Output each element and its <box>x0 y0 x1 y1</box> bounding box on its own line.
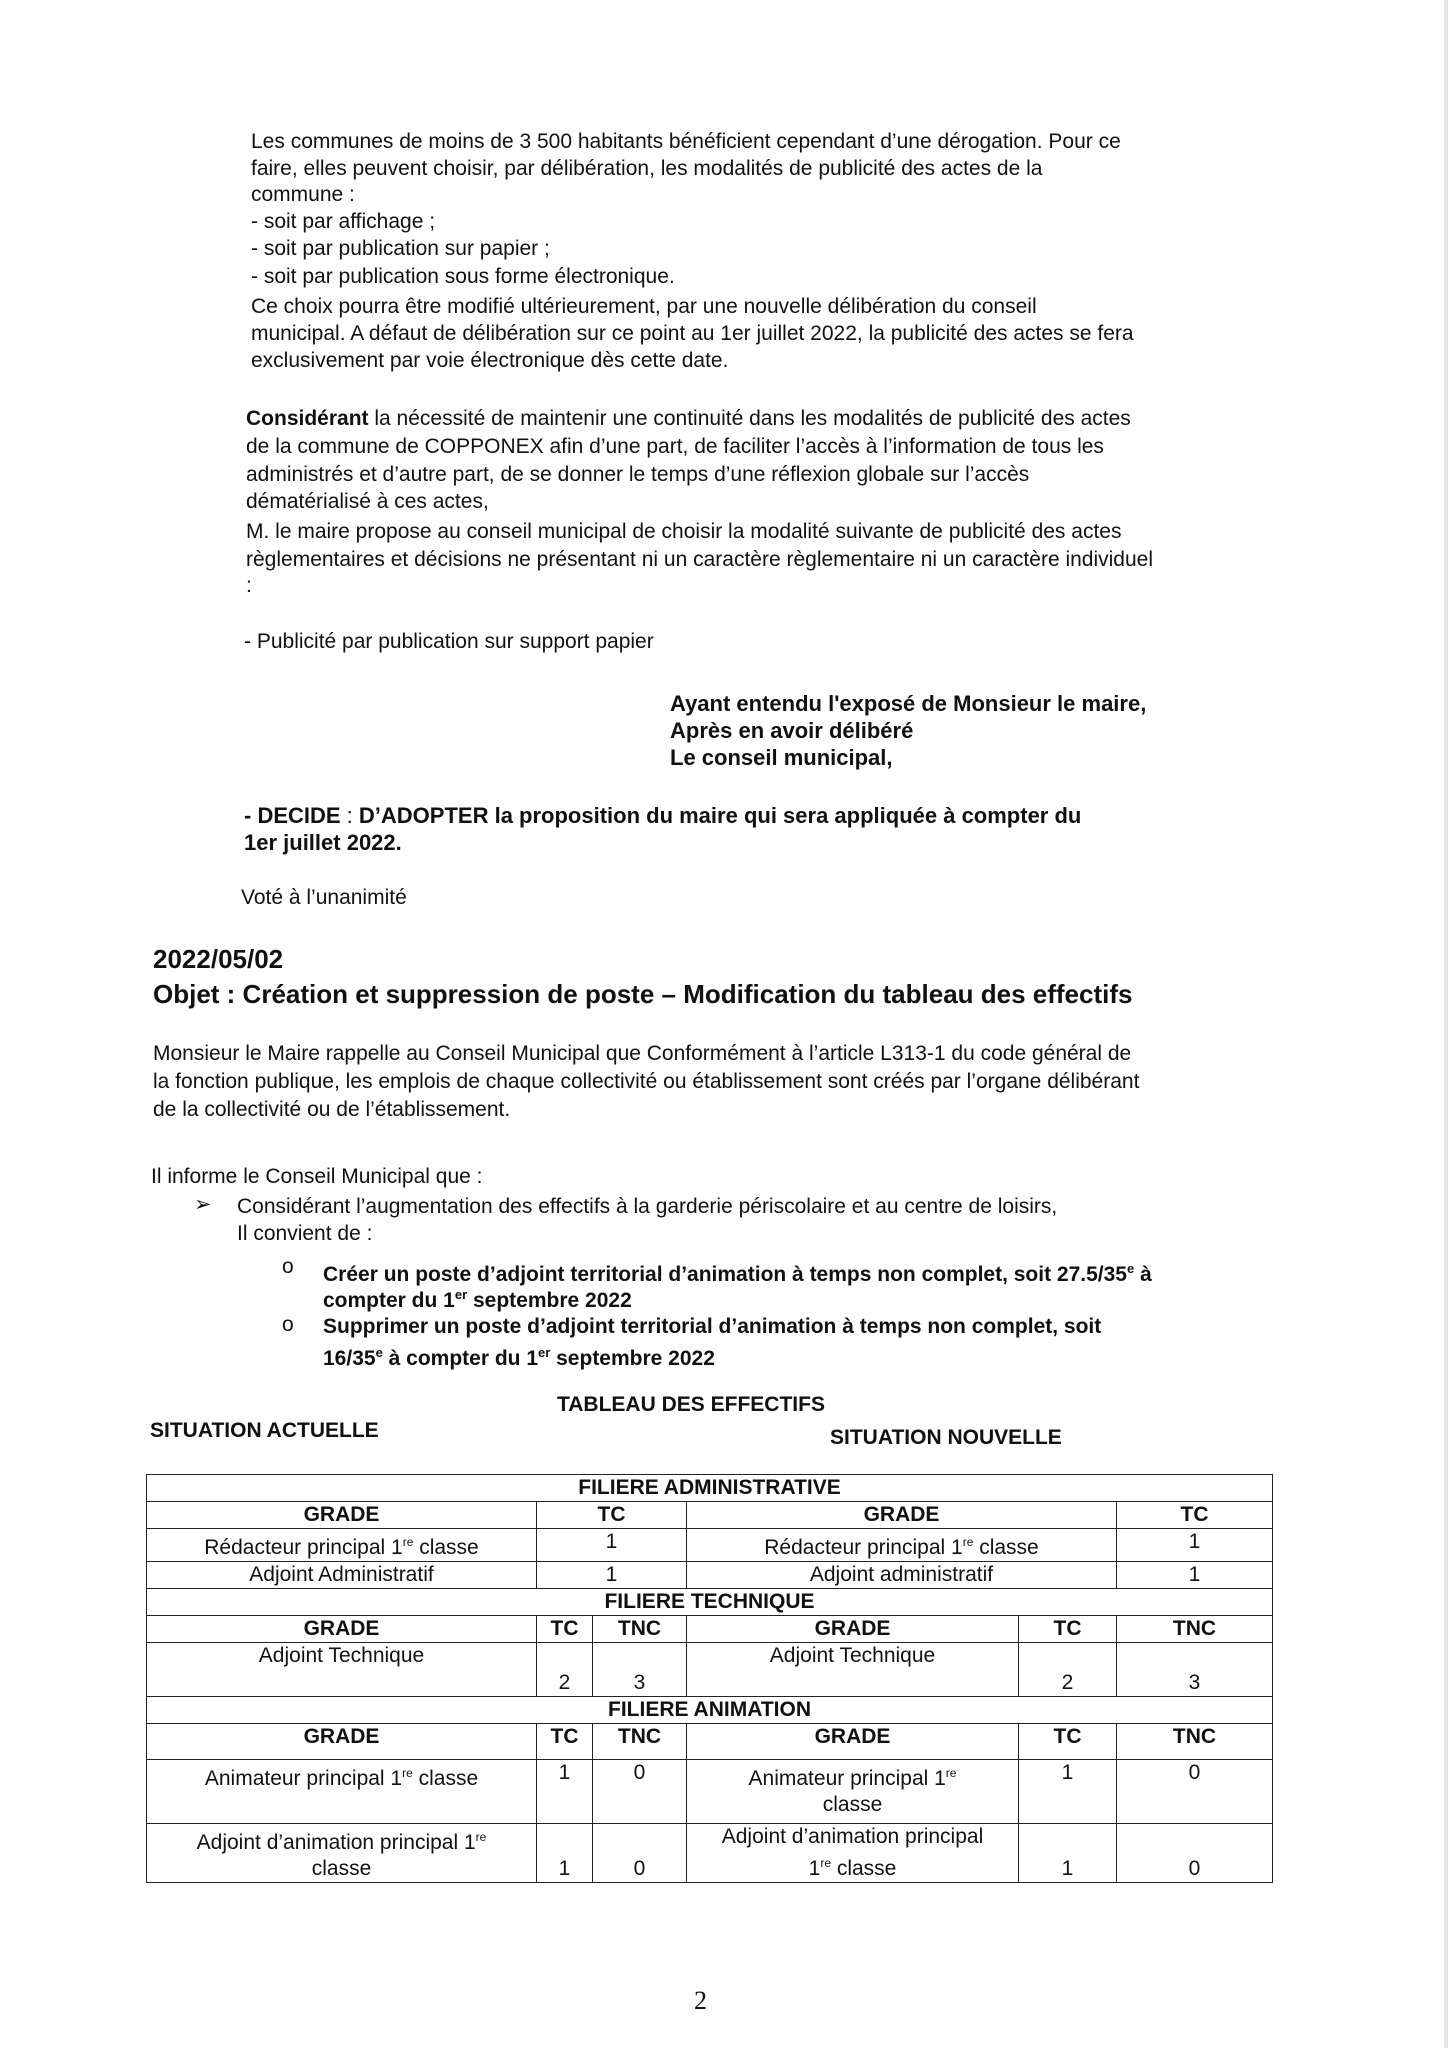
grade-text: Adjoint d’animation principal <box>721 1825 984 1848</box>
grade-header: GRADE <box>687 1502 1117 1529</box>
grade-cell <box>147 1760 537 1824</box>
grade-cell <box>687 1529 1117 1562</box>
table-row <box>147 1616 1273 1643</box>
value-cell: 1 <box>1019 1824 1117 1883</box>
item2-line-1: Supprimer un poste d’adjoint territorial d’animation à temps non complet, soit <box>323 1315 1102 1338</box>
grade-sup: re <box>945 1766 957 1780</box>
grade-cell: Adjoint Technique <box>147 1643 537 1697</box>
value-cell: 0 <box>1117 1760 1273 1824</box>
considerant-line-5: M. le maire propose au conseil municipal de choisir la modalité suivante de publicité des actes <box>246 520 1122 543</box>
intro-line-3: commune : <box>251 183 355 206</box>
intro-line-9: exclusivement par voie électronique dès cette date. <box>251 349 729 372</box>
grade-cell: Adjoint administratif <box>687 1562 1117 1589</box>
circle-bullet-icon: o <box>282 1255 294 1278</box>
deliberation-number: 2022/05/02 <box>153 944 284 974</box>
tnc-header: TNC <box>593 1616 687 1643</box>
grade-cell <box>687 1760 1019 1824</box>
table-row <box>147 1502 1273 1529</box>
table-row <box>147 1475 1273 1502</box>
decide-line-1 <box>244 802 1081 829</box>
item1-text-b: à <box>1134 1263 1152 1286</box>
item1-line-2 <box>323 1281 632 1314</box>
grade-cell <box>147 1824 537 1883</box>
value-cell: 0 <box>1117 1824 1273 1883</box>
situation-actuelle: SITUATION ACTUELLE <box>150 1419 379 1442</box>
value-cell: 2 <box>537 1643 593 1697</box>
grade-text-b: classe <box>413 1536 479 1559</box>
tc-header: TC <box>537 1502 687 1529</box>
considerant-line-3: administrés et d’autre part, de se donner le temps d’une réflexion globale sur l’accès <box>246 463 1030 486</box>
effectifs-table <box>146 1474 1273 1883</box>
item2-sup-1: e <box>375 1345 383 1360</box>
value-cell: 3 <box>593 1643 687 1697</box>
tc-header: TC <box>537 1724 593 1760</box>
considerant-line-2: de la commune de COPPONEX afin d’une part, de faciliter l’accès à l’information de tous les <box>246 435 1104 458</box>
tnc-header: TNC <box>1117 1616 1273 1643</box>
objet-title: Objet : Création et suppression de poste – Modification du tableau des effectifs <box>153 979 1133 1009</box>
value-cell: 1 <box>537 1529 687 1562</box>
decide-colon: : <box>340 803 359 828</box>
considerant-lead: Considérant <box>246 407 369 430</box>
grade-text: Animateur principal 1 <box>748 1767 946 1790</box>
grade-cell: Adjoint Technique <box>687 1643 1019 1697</box>
grade-header: GRADE <box>147 1616 537 1643</box>
value-cell: 1 <box>1019 1760 1117 1824</box>
rappel-line-1: Monsieur le Maire rappelle au Conseil Municipal que Conformément à l’article L313-1 du code général de <box>153 1042 1132 1065</box>
ayant-line-2: Après en avoir délibéré <box>670 718 914 743</box>
tableau-title: TABLEAU DES EFFECTIFS <box>557 1393 825 1416</box>
grade-header: GRADE <box>687 1724 1019 1760</box>
item1-sup-1: e <box>1127 1261 1135 1276</box>
grade-text-b: classe <box>311 1857 372 1880</box>
value-cell: 1 <box>537 1562 687 1589</box>
considerant-first-rest: la nécessité de maintenir une continuité dans les modalités de publicité des actes <box>368 407 1131 430</box>
grade-text-b: classe <box>973 1536 1039 1559</box>
item2-sup-2: er <box>538 1345 551 1360</box>
considerant-line-4: dématérialisé à ces actes, <box>246 490 489 513</box>
value-cell: 0 <box>593 1824 687 1883</box>
value-cell: 1 <box>1117 1529 1273 1562</box>
grade-cell: Adjoint Administratif <box>147 1562 537 1589</box>
grade-cell <box>687 1824 1019 1883</box>
grade-header: GRADE <box>147 1724 537 1760</box>
circle-bullet-icon-2: o <box>282 1313 294 1336</box>
table-row <box>147 1589 1273 1616</box>
value-cell: 1 <box>537 1760 593 1824</box>
value-cell: 0 <box>593 1760 687 1824</box>
table-row <box>147 1824 1273 1883</box>
item2-line2-a: 16/35 <box>323 1347 376 1370</box>
publicite-line: - Publicité par publication sur support papier <box>244 630 654 653</box>
tnc-header: TNC <box>593 1724 687 1760</box>
tc-header: TC <box>1019 1616 1117 1643</box>
item2-line-2 <box>323 1339 715 1372</box>
filiere-anim-header: FILIERE ANIMATION <box>147 1697 1273 1724</box>
grade-text-b1: 1 <box>808 1857 821 1880</box>
grade-sup: re <box>402 1535 414 1549</box>
tnc-header: TNC <box>1117 1724 1273 1760</box>
considerant-line-1 <box>246 405 1131 432</box>
rappel-line-2: la fonction publique, les emplois de chaque collectivité ou établissement sont créés par l’organe délibérant <box>153 1070 1140 1093</box>
tc-header: TC <box>1019 1724 1117 1760</box>
table-row <box>147 1697 1273 1724</box>
table-row <box>147 1529 1273 1562</box>
arrow-bullet-icon: ➢ <box>194 1193 212 1216</box>
value-cell: 1 <box>537 1824 593 1883</box>
table-row <box>147 1562 1273 1589</box>
grade-text-b2: classe <box>831 1857 897 1880</box>
grade-sup: re <box>402 1766 413 1780</box>
tc-header: TC <box>1117 1502 1273 1529</box>
vote-line: Voté à l’unanimité <box>241 886 407 909</box>
grade-text: Adjoint d’animation principal 1 <box>196 1831 476 1854</box>
table-row <box>147 1760 1273 1824</box>
decide-label: - DECIDE <box>244 803 341 828</box>
arrow-text: Considérant l’augmentation des effectifs à la garderie périscolaire et au centre de loisirs, <box>237 1195 1058 1218</box>
intro-line-7: Ce choix pourra être modifié ultérieurement, par une nouvelle délibération du conseil <box>251 295 1037 318</box>
scan-edge-divider <box>1444 0 1448 2048</box>
value-cell: 1 <box>1117 1562 1273 1589</box>
decide-line-2: 1er juillet 2022. <box>244 830 402 855</box>
item1-text-a: Créer un poste d’adjoint territorial d’animation à temps non complet, soit 27.5/35 <box>323 1263 1127 1286</box>
convient-line: Il convient de : <box>237 1222 373 1245</box>
value-cell: 2 <box>1019 1643 1117 1697</box>
grade-header: GRADE <box>147 1502 537 1529</box>
grade-cell <box>147 1529 537 1562</box>
item1-line2-a: compter du 1 <box>323 1289 455 1312</box>
grade-text: Rédacteur principal 1 <box>204 1536 403 1559</box>
tc-header: TC <box>537 1616 593 1643</box>
grade-sup: re <box>962 1535 974 1549</box>
item1-sup-2: er <box>454 1287 468 1302</box>
considerant-line-6: règlementaires et décisions ne présentant ni un caractère règlementaire ni un caractère individuel <box>246 548 1154 571</box>
intro-line-6: - soit par publication sous forme électronique. <box>251 265 675 288</box>
intro-line-8: municipal. A défaut de délibération sur ce point au 1er juillet 2022, la publicité des actes se fera <box>251 322 1134 345</box>
considerant-line-7: : <box>246 574 252 597</box>
value-cell: 3 <box>1117 1643 1273 1697</box>
filiere-admin-header: FILIERE ADMINISTRATIVE <box>147 1475 1273 1502</box>
situation-nouvelle: SITUATION NOUVELLE <box>830 1426 1062 1449</box>
decide-text: D’ADOPTER la proposition du maire qui sera appliquée à compter du <box>358 803 1082 828</box>
grade-sup: re <box>475 1830 487 1844</box>
filiere-tech-header: FILIERE TECHNIQUE <box>147 1589 1273 1616</box>
intro-line-1: Les communes de moins de 3 500 habitants bénéficient cependant d’une dérogation. Pour ce <box>251 130 1121 153</box>
ayant-line-1: Ayant entendu l'exposé de Monsieur le maire, <box>670 691 1147 716</box>
grade-text: Rédacteur principal 1 <box>764 1536 963 1559</box>
ayant-line-3: Le conseil municipal, <box>670 745 893 770</box>
grade-header: GRADE <box>687 1616 1019 1643</box>
informe-line: Il informe le Conseil Municipal que : <box>151 1165 483 1188</box>
item1-line2-b: septembre 2022 <box>467 1289 632 1312</box>
intro-line-2: faire, elles peuvent choisir, par délibération, les modalités de publicité des actes de la <box>251 157 1043 180</box>
item2-line2-b: à compter du 1 <box>382 1347 538 1370</box>
intro-line-5: - soit par publication sur papier ; <box>251 237 550 260</box>
grade-text-b: classe <box>822 1793 883 1816</box>
grade-sup: re <box>820 1856 831 1870</box>
rappel-line-3: de la collectivité ou de l’établissement. <box>153 1098 511 1121</box>
page-number: 2 <box>694 1986 707 2015</box>
intro-line-4: - soit par affichage ; <box>251 210 436 233</box>
table-row <box>147 1643 1273 1697</box>
grade-text-b: classe <box>412 1767 479 1790</box>
table-row <box>147 1724 1273 1760</box>
grade-text: Animateur principal 1 <box>204 1767 403 1790</box>
item2-line2-c: septembre 2022 <box>550 1347 715 1370</box>
